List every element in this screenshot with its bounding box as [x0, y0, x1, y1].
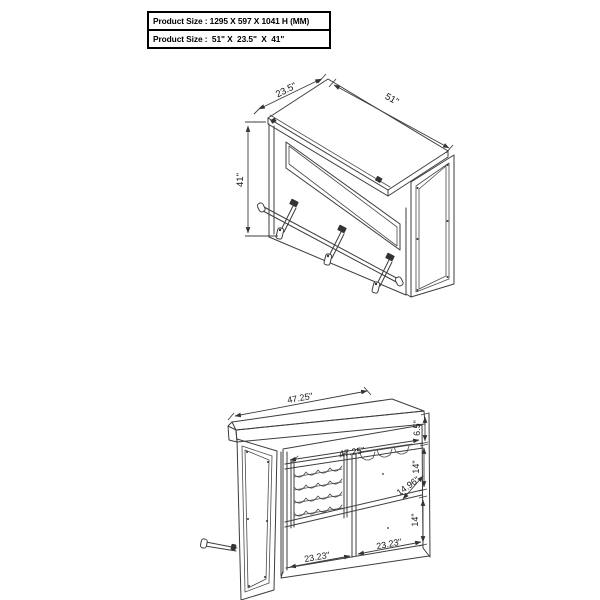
front-mirror-strip — [286, 142, 400, 250]
counter-width-dimension-label: 47.25" — [286, 390, 314, 406]
product-size-row-inches: Product Size : 51" X 23.5" X 41" — [153, 34, 285, 44]
bottom-shelf-height-dimension-label: 14" — [410, 513, 420, 527]
product-size-row-mm: Product Size : 1295 X 597 X 1041 H (MM) — [149, 13, 329, 31]
width-dimension-label: 51" — [382, 91, 401, 108]
depth-dimension-label: 23.5" — [273, 80, 299, 101]
bar-tabletop — [268, 79, 448, 196]
bar-back-view-diagram — [200, 387, 430, 600]
counter-top-slab — [228, 399, 425, 442]
top-shelf-height-dimension-label: 6.5" — [412, 420, 422, 436]
top-diagram-dimensions — [235, 74, 453, 236]
interior-width-dimension-label: 47.25" — [338, 445, 366, 459]
bar-front-isometric-diagram — [235, 74, 454, 297]
height-dimension-label: 41" — [235, 173, 246, 187]
bottom-right-width-dimension-label: 23.23" — [375, 536, 403, 552]
footrest-rail-assembly — [257, 199, 404, 294]
cabinet-back-opening — [281, 413, 430, 578]
left-side-mirror-panel — [237, 439, 281, 600]
middle-shelf-height-dimension-label: 14" — [411, 460, 421, 474]
shelf-depth-dimension-label: 14.96" — [394, 474, 422, 498]
bottom-left-width-dimension-label: 23.23" — [303, 549, 331, 565]
footrest-rail-stub — [200, 538, 237, 551]
